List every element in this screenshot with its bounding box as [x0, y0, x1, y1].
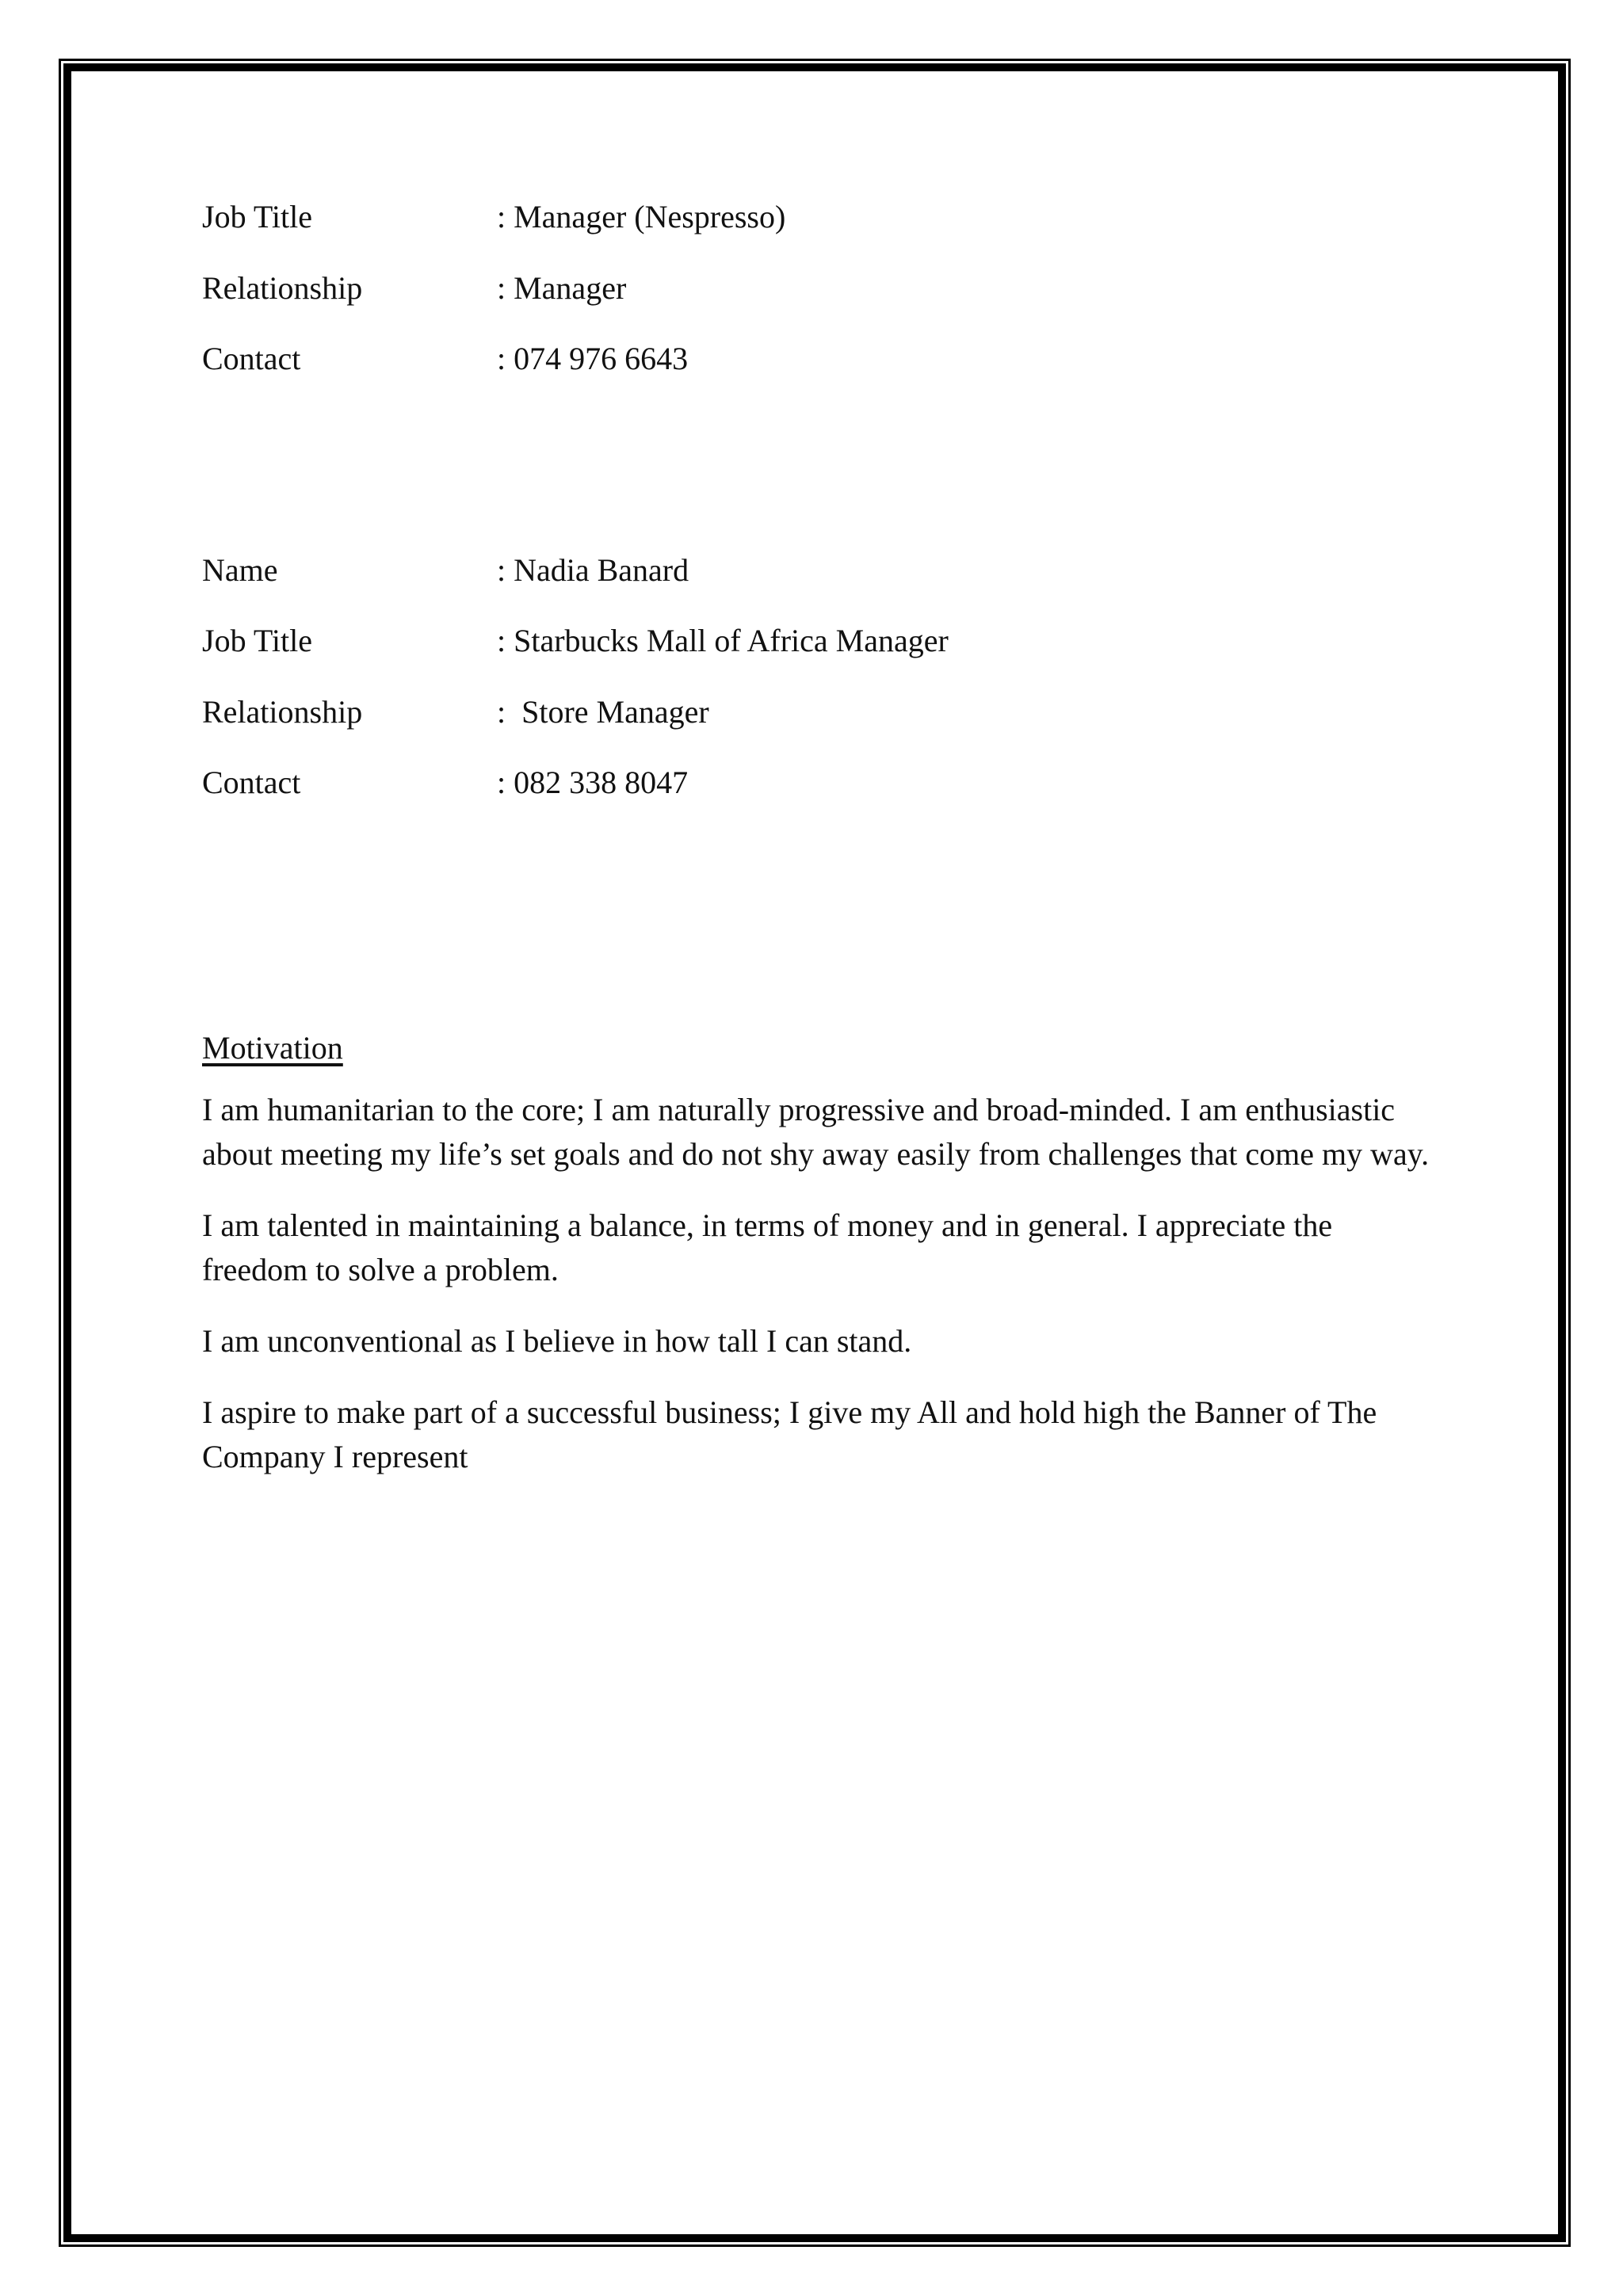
field-value: : Store Manager	[497, 693, 709, 730]
field-value: : Starbucks Mall of Africa Manager	[497, 623, 949, 658]
spacer	[202, 410, 1438, 550]
field-label: Contact	[202, 341, 301, 376]
field-label: Name	[202, 551, 278, 588]
reference-row-job-title	[202, 196, 1438, 268]
reference-row-relationship	[202, 692, 1438, 763]
field-label: Job Title	[202, 623, 312, 658]
field-label: Relationship	[202, 693, 363, 730]
motivation-section	[202, 1028, 1438, 1479]
motivation-paragraph: I am talented in maintaining a balance, in terms of money and in general. I appreciate the freedom to solve a problem.	[202, 1207, 1333, 1287]
reference-block-1	[202, 196, 1438, 410]
motivation-paragraph: I am unconventional as I believe in how tall I can stand.	[202, 1322, 912, 1359]
field-value: : 074 976 6643	[497, 341, 689, 376]
document-body	[202, 196, 1438, 1506]
field-value: : Nadia Banard	[497, 551, 689, 588]
field-label: Job Title	[202, 199, 312, 235]
reference-block-2	[202, 550, 1438, 833]
motivation-paragraph: I aspire to make part of a successful business; I give my All and hold high the Banner of The Company I represent	[202, 1394, 1377, 1474]
reference-row-contact	[202, 338, 1438, 410]
reference-row-name	[202, 550, 1438, 621]
motivation-paragraph: I am humanitarian to the core; I am naturally progressive and broad-minded. I am enthusiastic about meeting my life’s set goals and do not shy away easily from challenges that come my way.	[202, 1091, 1430, 1172]
field-value: : Manager (Nespresso)	[497, 199, 786, 235]
field-label: Relationship	[202, 269, 363, 306]
field-value: : 082 338 8047	[497, 765, 689, 800]
reference-row-job-title	[202, 620, 1438, 692]
section-heading: Motivation	[202, 1029, 343, 1066]
reference-row-contact	[202, 762, 1438, 833]
spacer	[202, 833, 1438, 1028]
reference-row-relationship	[202, 268, 1438, 339]
field-value: : Manager	[497, 269, 627, 306]
field-label: Contact	[202, 765, 301, 800]
